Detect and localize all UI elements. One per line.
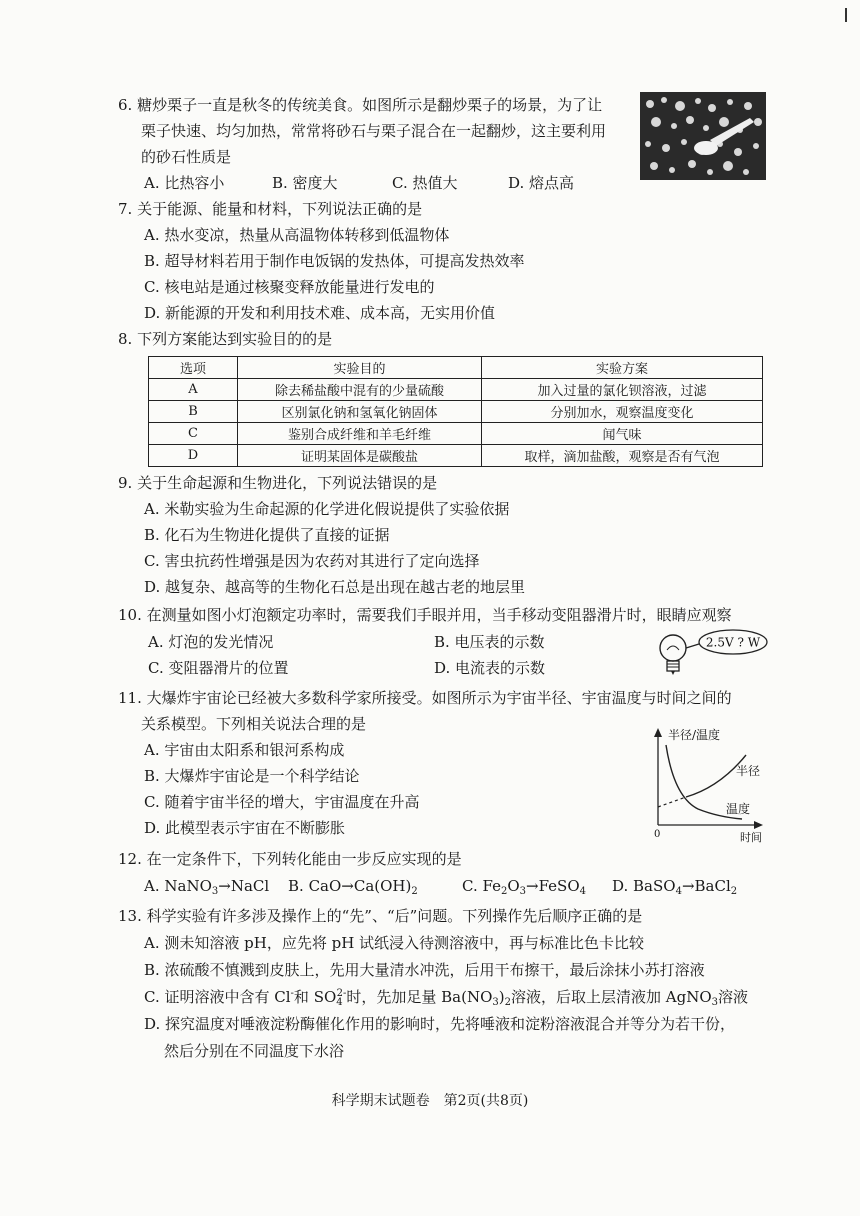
q6-line-1: 6. 糖炒栗子一直是秋冬的传统美食。如图所示是翻炒栗子的场景，为了让 [118, 96, 603, 114]
q13-option-b: B. 浓硫酸不慎溅到皮肤上，先用大量清水冲洗，后用干布擦干，最后涂抹小苏打溶液 [144, 961, 705, 979]
universe-model-graph [648, 725, 768, 845]
table-cell: 区别氯化钠和氢氧化钠固体 [238, 401, 482, 423]
q7-option-c: C. 核电站是通过核聚变释放能量进行发电的 [144, 278, 435, 296]
q12-stem: 12. 在一定条件下，下列转化能由一步反应实现的是 [118, 850, 462, 868]
table-row [149, 445, 763, 467]
edge-mark [845, 8, 847, 22]
table-cell: 取样，滴加盐酸，观察是否有气泡 [482, 445, 763, 467]
table-header-row [149, 357, 763, 379]
table-cell: C [149, 423, 238, 445]
q10-option-d: D. 电流表的示数 [434, 659, 546, 677]
q6-option-a: A. 比热容小 [144, 174, 225, 192]
graph-origin-label: 0 [654, 829, 661, 840]
table-cell: B [149, 401, 238, 423]
q7-option-a: A. 热水变凉，热量从高温物体转移到低温物体 [144, 226, 450, 244]
option-letter: B. [288, 877, 304, 895]
q12-option-a: A. NaNO$_3$→NaCl [144, 877, 270, 897]
header-purpose: 实验目的 [238, 357, 482, 379]
q13-option-a: A. 测未知溶液 pH，应先将 pH 试纸浸入待测溶液中，再与标准比色卡比较 [144, 934, 645, 952]
table-row [149, 401, 763, 423]
q6-option-b: B. 密度大 [272, 174, 338, 192]
header-option: 选项 [149, 357, 238, 379]
q11-option-a: A. 宇宙由太阳系和银河系构成 [144, 741, 345, 759]
experiment-table [148, 356, 763, 467]
q13-option-d-line-1: D. 探究温度对唾液淀粉酶催化作用的影响时，先将唾液和淀粉溶液混合并等分为若干份， [144, 1015, 736, 1033]
q11-option-d: D. 此模型表示宇宙在不断膨胀 [144, 819, 346, 837]
chestnut-photo [640, 92, 766, 180]
q12-option-c: C. $Fe_2O_3\to FeSO_4$ [462, 877, 586, 897]
q12-option-b: B. $CaO\to Ca(OH)_2$ [288, 877, 418, 897]
q9-stem: 9. 关于生命起源和生物进化，下列说法错误的是 [118, 474, 438, 492]
q10-option-c: C. 变阻器滑片的位置 [148, 659, 289, 677]
q9-option-d: D. 越复杂、越高等的生物化石总是出现在越古老的地层里 [144, 578, 526, 596]
option-letter: D. [612, 877, 629, 895]
q9-option-c: C. 害虫抗药性增强是因为农药对其进行了定向选择 [144, 552, 480, 570]
q11-option-b: B. 大爆炸宇宙论是一个科学结论 [144, 767, 360, 785]
q6-option-c: C. 热值大 [392, 174, 458, 192]
header-plan: 实验方案 [482, 357, 763, 379]
q9-option-a: A. 米勒实验为生命起源的化学进化假说提供了实验依据 [144, 500, 510, 518]
graph-radius-label: 半径 [736, 764, 761, 778]
q6-line-2: 栗子快速、均匀加热，常常将砂石与栗子混合在一起翻炒，这主要利用 [141, 122, 607, 140]
q7-option-b: B. 超导材料若用于制作电饭锅的发热体，可提高发热效率 [144, 252, 525, 270]
q9-option-b: B. 化石为生物进化提供了直接的证据 [144, 526, 390, 544]
table-cell: 鉴别合成纤维和羊毛纤维 [238, 423, 482, 445]
graph-x-label: 时间 [740, 831, 762, 844]
table-cell: D [149, 445, 238, 467]
table-cell: 除去稀盐酸中混有的少量硫酸 [238, 379, 482, 401]
q11-line-2: 关系模型。下列相关说法合理的是 [141, 715, 367, 733]
q13-stem: 13. 科学实验有许多涉及操作上的“先”、“后”问题。下列操作先后顺序正确的是 [118, 907, 643, 925]
page-footer: 科学期末试题卷 第2页(共8页) [331, 1093, 529, 1109]
bulb-rating-label: 2.5V ? W [705, 635, 761, 650]
table-cell: 分别加水，观察温度变化 [482, 401, 763, 423]
q12-option-d: D. BaSO$_4$→BaCl$_2$ [612, 877, 738, 897]
light-bulb-figure [655, 628, 770, 678]
table-row [149, 379, 763, 401]
q6-option-d: D. 熔点高 [508, 174, 575, 192]
table-cell: 闻气味 [482, 423, 763, 445]
q13-option-d-line-2: 然后分别在不同温度下水浴 [164, 1042, 345, 1060]
q11-option-c: C. 随着宇宙半径的增大，宇宙温度在升高 [144, 793, 420, 811]
table-cell: A [149, 379, 238, 401]
table-row [149, 423, 763, 445]
q10-stem: 10. 在测量如图小灯泡额定功率时，需要我们手眼并用，当手移动变阻器滑片时，眼睛应观察 [118, 606, 732, 624]
option-letter: C. [462, 877, 478, 895]
q11-line-1: 11. 大爆炸宇宙论已经被大多数科学家所接受。如图所示为宇宙半径、宇宙温度与时间之间的 [118, 689, 732, 707]
graph-y-label: 半径/温度 [668, 728, 721, 742]
table-cell: 加入过量的氯化钡溶液，过滤 [482, 379, 763, 401]
q8-stem: 8. 下列方案能达到实验目的的是 [118, 330, 333, 348]
table-cell: 证明某固体是碳酸盐 [238, 445, 482, 467]
q10-option-a: A. 灯泡的发光情况 [148, 633, 274, 651]
option-letter: A. [144, 877, 160, 895]
q6-line-3: 的砂石性质是 [141, 148, 232, 166]
q13-option-c: C. 证明溶液中含有 Cl-和 $SO_4^{2-}$时，先加足量 $Ba(NO_3)_2$溶液，后取上层清液加 AgNO$_3$溶液 [144, 988, 749, 1008]
q10-option-b: B. 电压表的示数 [434, 633, 545, 651]
q7-stem: 7. 关于能源、能量和材料，下列说法正确的是 [118, 200, 423, 218]
q7-option-d: D. 新能源的开发和利用技术难、成本高，无实用价值 [144, 304, 496, 322]
graph-temperature-label: 温度 [726, 802, 751, 816]
